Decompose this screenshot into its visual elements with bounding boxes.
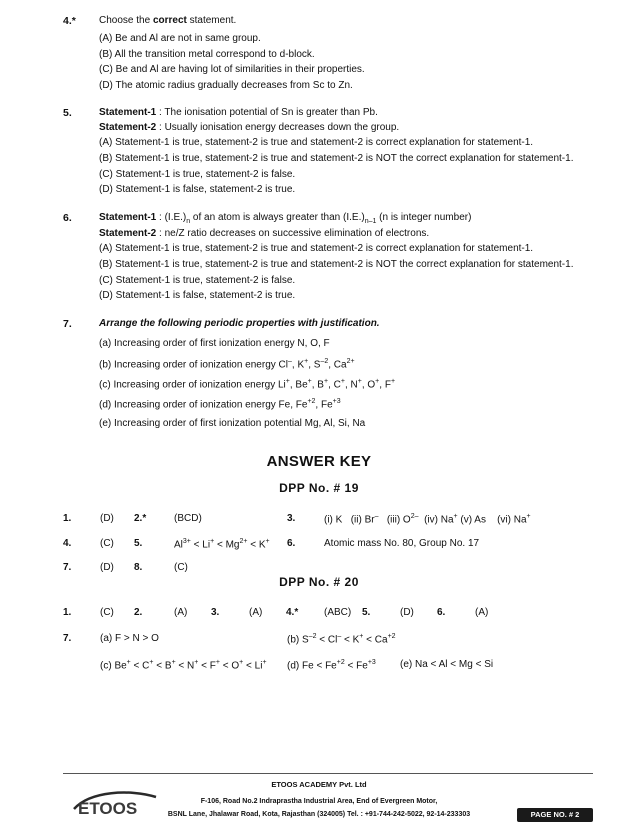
- q5-statement-1: Statement-1 : The ionisation potential of Sn is greater than Pb.: [99, 107, 378, 118]
- ans-number: 6.: [287, 538, 296, 549]
- ans-value: (a) F > N > O: [100, 633, 159, 644]
- dpp19-heading: DPP No. # 19: [279, 481, 359, 495]
- q7-part-e: (e) Increasing order of first ionization potential Mg, Al, Si, Na: [99, 418, 366, 429]
- q6-statement-1: Statement-1 : $(I.E.)_n$ of an atom is always greater than $(I.E.)_{n-1}$ (n is integer number): [99, 212, 472, 225]
- ans-value: (C): [174, 562, 188, 573]
- ans-value: (c) Be+ < C+ < B+ < N+ < F+ < O+ < Li+: [100, 659, 267, 672]
- q6-option-b: (B) Statement-1 is true, statement-2 is true and statement-2 is NOT the correct explanation for statement-1.: [99, 259, 574, 270]
- ans-value: (ABC): [324, 607, 352, 618]
- footer-company: ETOOS ACADEMY Pvt. Ltd: [271, 780, 367, 789]
- ans-number: 7.: [63, 562, 72, 573]
- ans-value: (A): [475, 607, 489, 618]
- ans-number: 3.: [287, 513, 296, 524]
- ans-value: (A): [174, 607, 188, 618]
- q4-option-a: (A) Be and Al are not in same group.: [99, 33, 261, 44]
- question-5-number: 5.: [63, 107, 72, 119]
- q4-option-b: (B) All the transition metal correspond to d-block.: [99, 49, 315, 60]
- q7-stem: Arrange the following periodic properties with justification.: [99, 318, 380, 329]
- question-4-stem: Choose the correct statement.: [99, 15, 237, 26]
- ans-number: 8.: [134, 562, 143, 573]
- dpp20-heading: DPP No. # 20: [279, 575, 359, 589]
- page-number-badge: PAGE NO. # 2: [517, 808, 593, 822]
- q5-option-a: (A) Statement-1 is true, statement-2 is true and statement-2 is correct explanation for statement-1.: [99, 137, 534, 148]
- q5-statement-2: Statement-2 : Usually ionisation energy decreases down the group.: [99, 122, 400, 133]
- ans-number: 1.: [63, 513, 72, 524]
- footer-address-1: F-106, Road No.2 Indraprastha Industrial Area, End of Evergreen Motor,: [200, 798, 438, 805]
- question-4-number: 4.*: [63, 15, 76, 27]
- q4-option-c: (C) Be and Al are having lot of similarities in their properties.: [99, 64, 365, 75]
- q6-option-a: (A) Statement-1 is true, statement-2 is true and statement-2 is correct explanation for statement-1.: [99, 243, 534, 254]
- ans-value: (e) Na < Al < Mg < Si: [400, 659, 494, 670]
- ans-value: (i) K (ii) Br– (iii) $O^{2-}$ (iv) Na+ (v) As (vi) Na+: [324, 513, 531, 526]
- ans-number: 2.: [134, 607, 143, 618]
- ans-number: 1.: [63, 607, 72, 618]
- ans-number: 5.: [134, 538, 143, 549]
- q7-part-b: (b) Increasing order of ionization energy Cl–, K+, $S^{-2}$, $Ca^{2+}$: [99, 358, 355, 371]
- ans-number: 5.: [362, 607, 371, 618]
- ans-value: (C): [100, 538, 114, 549]
- q4-option-d: (D) The atomic radius gradually decreases from Sc to Zn.: [99, 80, 353, 91]
- ans-number: 4.*: [286, 607, 299, 618]
- ans-value: (BCD): [174, 513, 202, 524]
- q7-part-a: (a) Increasing order of first ionization energy N, O, F: [99, 338, 330, 349]
- q6-statement-2: Statement-2 : ne/Z ratio decreases on successive elimination of electrons.: [99, 228, 430, 239]
- ans-number: 3.: [211, 607, 220, 618]
- ans-value: $Al^{3+} < Li^+ < Mg^{2+} < K^+$: [174, 538, 270, 551]
- question-6-number: 6.: [63, 212, 72, 224]
- ans-value: (d) $Fe < Fe^{+2} < Fe^{+3}$: [287, 659, 376, 672]
- footer-divider: [63, 773, 593, 774]
- q7-part-c: (c) Increasing order of ionization energy Li+, Be+, B+, C+, N+, O+, F+: [99, 378, 396, 391]
- question-7-number: 7.: [63, 318, 72, 330]
- ans-value: (C): [100, 607, 114, 618]
- ans-number: 2.*: [134, 513, 147, 524]
- q7-part-d: (d) Increasing order of ionization energy Fe, $Fe^{+2}$, $Fe^{+3}$: [99, 398, 341, 411]
- ans-number: 7.: [63, 633, 72, 644]
- ans-number: 6.: [437, 607, 446, 618]
- q5-option-c: (C) Statement-1 is true, statement-2 is false.: [99, 169, 296, 180]
- q6-option-c: (C) Statement-1 is true, statement-2 is false.: [99, 275, 296, 286]
- svg-text:ETOOS: ETOOS: [78, 799, 138, 818]
- ans-value: (A): [249, 607, 263, 618]
- ans-value: (D): [100, 513, 114, 524]
- answer-key-heading: ANSWER KEY: [266, 453, 372, 470]
- q5-option-b: (B) Statement-1 is true, statement-2 is true and statement-2 is NOT the correct explanation for statement-1.: [99, 153, 574, 164]
- ans-value: (D): [100, 562, 114, 573]
- q5-option-d: (D) Statement-1 is false, statement-2 is true.: [99, 184, 296, 195]
- ans-value: (D): [400, 607, 414, 618]
- q6-option-d: (D) Statement-1 is false, statement-2 is true.: [99, 290, 296, 301]
- footer-address-2: BSNL Lane, Jhalawar Road, Kota, Rajasthan (324005) Tel. : +91-744-242-5022, 92-14-233303: [167, 811, 471, 818]
- ans-number: 4.: [63, 538, 72, 549]
- ans-value: (b) $S^{-2} < Cl^- < K^+ < Ca^{+2}$: [287, 633, 396, 646]
- ans-value: Atomic mass No. 80, Group No. 17: [324, 538, 480, 549]
